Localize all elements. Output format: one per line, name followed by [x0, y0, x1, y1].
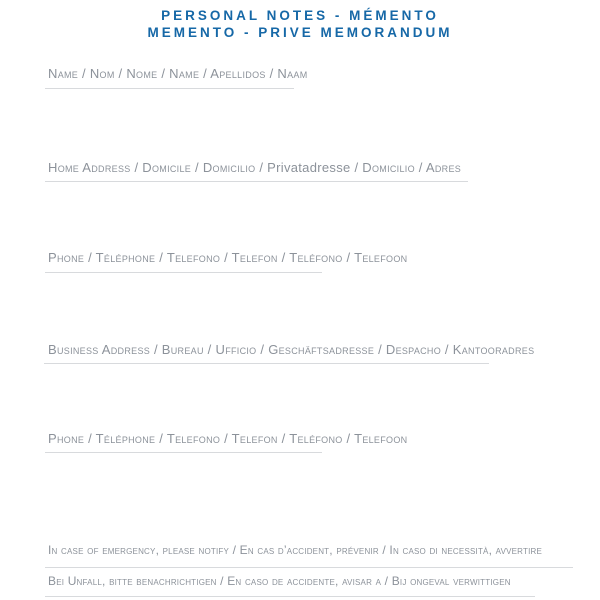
- emergency-notify-label: In case of emergency, please notify / En cas d’accident, prévenir / In caso di necessità, avvertire: [48, 543, 543, 557]
- home-address-fill-line: [45, 181, 468, 182]
- phone2-label: Phone / Téléphone / Telefono / Telefon / Teléfono / Telefoon: [48, 431, 408, 446]
- phone-label: Phone / Téléphone / Telefono / Telefon / Teléfono / Telefoon: [48, 250, 408, 265]
- emergency-notify-fill-line: [45, 567, 573, 568]
- page-title-line-2: MEMENTO - PRIVE MEMORANDUM: [147, 25, 453, 40]
- home-address-label-part3: / Domicilio / Adres: [350, 160, 462, 175]
- page-title-line-1: PERSONAL NOTES - MÉMENTO: [161, 8, 439, 23]
- business-address-fill-line: [44, 363, 489, 364]
- phone-fill-line: [45, 272, 322, 273]
- business-address-label: Business Address / Bureau / Ufficio / Geschäftsadresse / Despacho / Kantooradres: [48, 342, 535, 357]
- home-address-label: [48, 160, 461, 175]
- emergency-notify2-fill-line: [45, 596, 535, 597]
- name-label: Name / Nom / Nome / Name / Apellidos / Naam: [48, 66, 308, 81]
- name-fill-line: [45, 88, 294, 89]
- home-address-label-part1: Home Address / Domicile / Domicilio /: [48, 160, 268, 175]
- home-address-label-part2: Privatadresse: [267, 160, 351, 175]
- emergency-notify2-label: Bei Unfall, bitte benachrichtigen / En caso de accidente, avisar a / Bij ongeval verwittigen: [48, 574, 511, 588]
- page-title: [0, 7, 600, 41]
- phone2-fill-line: [45, 452, 322, 453]
